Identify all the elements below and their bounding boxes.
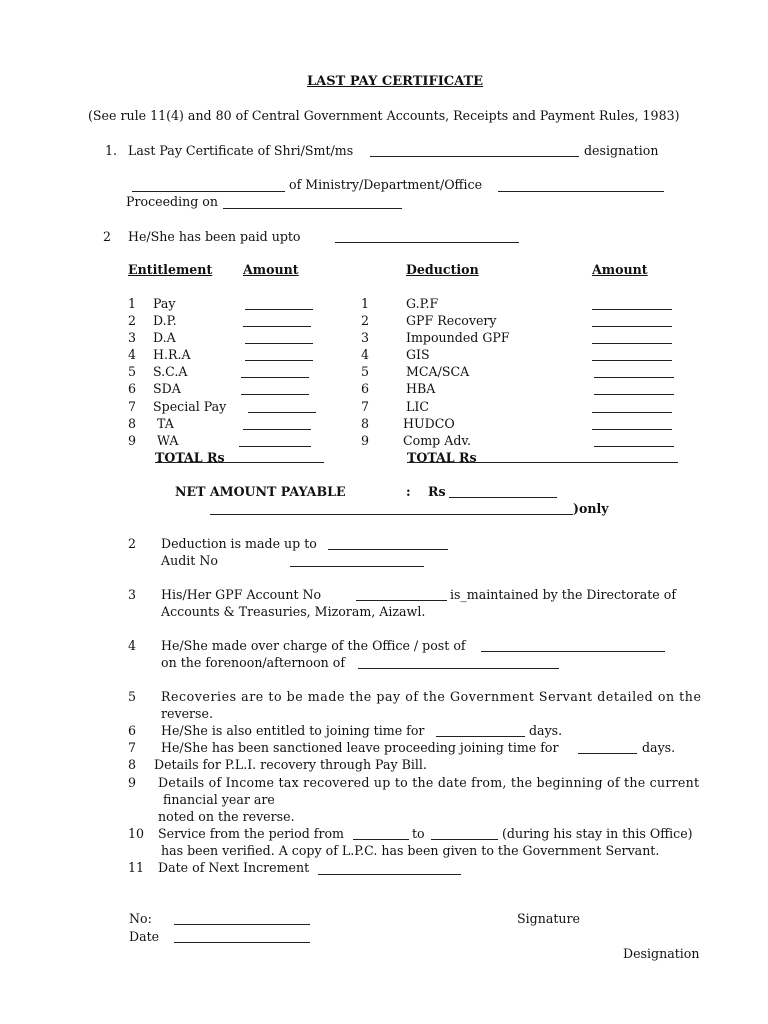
page-title: LAST PAY CERTIFICATE [307, 74, 484, 89]
row-number: 5 [128, 364, 137, 379]
section-number: 4 [128, 638, 137, 653]
deduction-upto-field[interactable] [328, 549, 448, 550]
gpf-directorate-text: Accounts & Treasuries, Mizoram, Aizawl. [161, 604, 426, 619]
entitlement-label: S.C.A [153, 364, 188, 379]
days-label: days. [529, 723, 563, 738]
row-number: 5 [361, 364, 370, 379]
net-colon: : [406, 484, 411, 499]
audit-no-label: Audit No [161, 553, 218, 568]
to-label: to [412, 826, 425, 841]
deduction-label: G.P.F [406, 296, 439, 311]
row-number: 3 [128, 330, 137, 345]
designation-label: designation [584, 143, 659, 158]
deduction-label: GIS [406, 347, 430, 362]
row-number: 2 [361, 313, 370, 328]
net-amount-label: NET AMOUNT PAYABLE [175, 484, 346, 499]
total-deduction-label: TOTAL Rs [407, 450, 477, 465]
rule-reference: (See rule 11(4) and 80 of Central Government Accounts, Receipts and Payment Rules, 1983) [88, 108, 680, 123]
amount-field[interactable] [243, 326, 311, 327]
deduction-label: HBA [406, 381, 436, 396]
entitlement-label: D.P. [153, 313, 177, 328]
amount-field[interactable] [592, 429, 672, 430]
proceeding-label: Proceeding on [126, 194, 218, 209]
row-number: 8 [361, 416, 370, 431]
row-number: 1 [128, 296, 137, 311]
income-tax-text: Details of Income tax recovered up to the date from, the beginning of the current [158, 775, 700, 790]
signature-label: Signature [517, 911, 580, 926]
item-number: 1. [105, 143, 118, 158]
section-number: 11 [128, 860, 145, 875]
amount-field[interactable] [592, 412, 672, 413]
date-field[interactable] [174, 942, 310, 943]
row-number: 7 [361, 399, 370, 414]
row-number: 7 [128, 399, 137, 414]
entitlement-label: H.R.A [153, 347, 191, 362]
section-number: 7 [128, 740, 137, 755]
service-period-label: Service from the period from [158, 826, 345, 841]
entitlement-header: Entitlement [128, 262, 213, 277]
only-label: )only [573, 501, 609, 516]
amount-field[interactable] [245, 309, 313, 310]
amount-field[interactable] [245, 343, 313, 344]
total-entitlement-label: TOTAL Rs [155, 450, 225, 465]
deduction-label: Impounded GPF [406, 330, 510, 345]
row-number: 1 [361, 296, 370, 311]
name-field[interactable] [370, 156, 579, 157]
entitlement-label: SDA [153, 381, 181, 396]
paid-upto-field[interactable] [335, 242, 519, 243]
section-number: 5 [128, 689, 137, 704]
row-number: 3 [361, 330, 370, 345]
amount-field[interactable] [594, 394, 674, 395]
amount-field[interactable] [594, 446, 674, 447]
section-number: 8 [128, 757, 137, 772]
service-from-field[interactable] [353, 839, 409, 840]
amount-field[interactable] [239, 446, 311, 447]
row-number: 4 [361, 347, 370, 362]
stay-office-text: (during his stay in this Office) [502, 826, 693, 841]
days-label: days. [642, 740, 676, 755]
row-number: 6 [361, 381, 370, 396]
lpc-verified-text: has been verified. A copy of L.P.C. has been given to the Government Servant. [161, 843, 660, 858]
income-tax-text-cont: financial year are [163, 792, 275, 807]
deduction-label: HUDCO [403, 416, 455, 431]
amount-field[interactable] [592, 360, 672, 361]
pli-recovery-text: Details for P.L.I. recovery through Pay Bill. [154, 757, 427, 772]
ministry-field[interactable] [498, 191, 664, 192]
entitlement-label: TA [157, 416, 174, 431]
gpf-account-label: His/Her GPF Account No [161, 587, 322, 602]
gpf-maintained-text: is_maintained by the Directorate of [450, 587, 676, 602]
amount-field[interactable] [592, 309, 672, 310]
paid-upto-label: He/She has been paid upto [128, 229, 301, 244]
no-field[interactable] [174, 924, 310, 925]
next-increment-field[interactable] [318, 874, 461, 875]
amount-field[interactable] [245, 360, 313, 361]
designation-footer-label: Designation [623, 946, 700, 961]
amount-header-2: Amount [592, 262, 648, 277]
joining-time-field[interactable] [436, 736, 525, 737]
amount-field[interactable] [241, 394, 309, 395]
row-number: 9 [128, 433, 137, 448]
amount-field[interactable] [241, 377, 309, 378]
amount-header: Amount [243, 262, 299, 277]
next-increment-label: Date of Next Increment [158, 860, 310, 875]
date-label: Date [129, 929, 160, 944]
row-number: 9 [361, 433, 370, 448]
audit-no-field[interactable] [290, 566, 424, 567]
amount-field[interactable] [592, 326, 672, 327]
forenoon-label: on the forenoon/afternoon of [161, 655, 346, 670]
designation-field[interactable] [132, 191, 285, 192]
service-to-field[interactable] [431, 839, 498, 840]
total-entitlement-field[interactable] [155, 462, 324, 463]
leave-sanctioned-label: He/She has been sanctioned leave proceeding joining time for [161, 740, 559, 755]
section-number: 6 [128, 723, 137, 738]
charge-office-label: He/She made over charge of the Office / post of [161, 638, 466, 653]
joining-time-label: He/She is also entitled to joining time for [161, 723, 425, 738]
leave-days-field[interactable] [578, 753, 637, 754]
proceeding-field[interactable] [223, 208, 402, 209]
row-number: 4 [128, 347, 137, 362]
deduction-header: Deduction [406, 262, 479, 277]
deduction-label: LIC [406, 399, 429, 414]
deduction-label: MCA/SCA [406, 364, 470, 379]
section-number: 9 [128, 775, 137, 790]
entitlement-label: Pay [153, 296, 176, 311]
net-rs-label: Rs [428, 484, 446, 499]
entitlement-label: Special Pay [153, 399, 227, 414]
amount-field[interactable] [594, 377, 674, 378]
amount-field[interactable] [592, 343, 672, 344]
section-number: 2 [128, 536, 137, 551]
section-number: 3 [128, 587, 137, 602]
amount-field[interactable] [243, 429, 311, 430]
charge-office-field[interactable] [481, 651, 665, 652]
ministry-label: of Ministry/Department/Office [289, 177, 483, 192]
total-deduction-field[interactable] [407, 462, 678, 463]
row-number: 8 [128, 416, 137, 431]
net-amount-field[interactable] [449, 497, 557, 498]
net-amount-words-field[interactable] [210, 514, 573, 515]
gpf-account-field[interactable] [356, 600, 447, 601]
income-tax-text-cont2: noted on the reverse. [158, 809, 295, 824]
section-number: 10 [128, 826, 145, 841]
recoveries-text: Recoveries are to be made the pay of the Government Servant detailed on the [161, 689, 702, 704]
recoveries-text-cont: reverse. [161, 706, 213, 721]
entitlement-label: WA [157, 433, 179, 448]
deduction-upto-label: Deduction is made up to [161, 536, 317, 551]
amount-field[interactable] [248, 412, 316, 413]
row-number: 2 [128, 313, 137, 328]
no-label: No: [129, 911, 152, 926]
deduction-label: GPF Recovery [406, 313, 497, 328]
forenoon-field[interactable] [358, 668, 559, 669]
last-pay-label: Last Pay Certificate of Shri/Smt/ms [128, 143, 354, 158]
deduction-label: Comp Adv. [403, 433, 472, 448]
entitlement-label: D.A [153, 330, 176, 345]
row-number: 6 [128, 381, 137, 396]
item-number: 2 [103, 229, 112, 244]
